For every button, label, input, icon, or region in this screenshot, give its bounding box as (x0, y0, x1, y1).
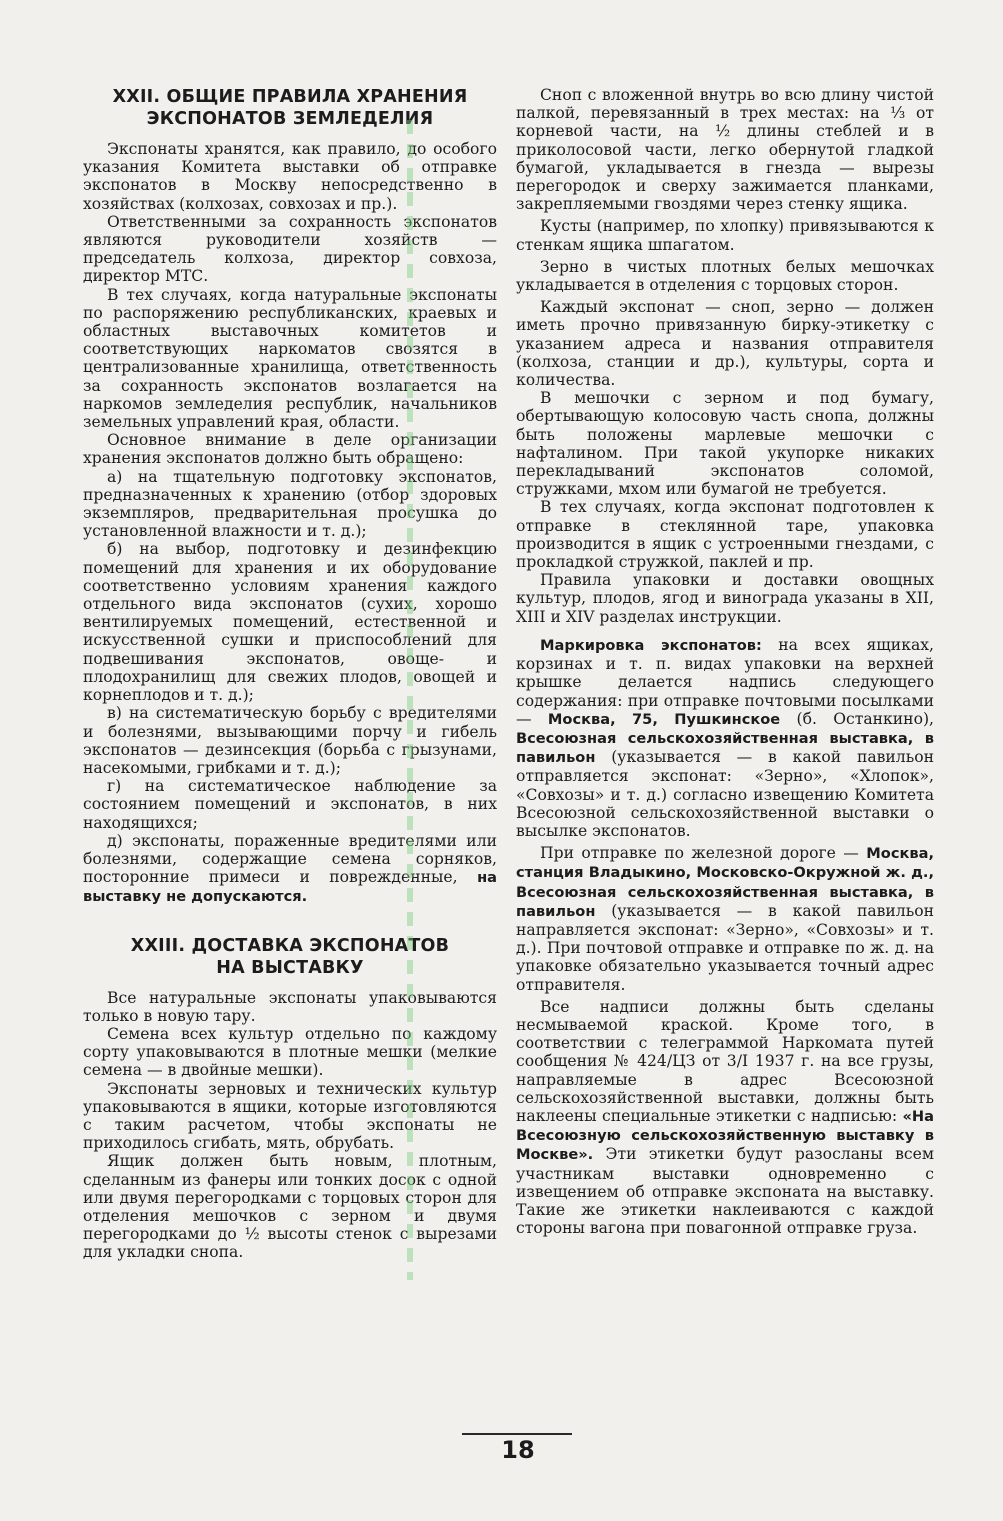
paragraph: В мешочки с зерном и под бумагу, обертывающую колосовую часть снопа, должны быть положены марлевые мешочки с нафталином. При такой укупорке никаких перекладываний экспонатов соломой, стружками, мхом или бумагой не требуется. (516, 389, 934, 499)
list-item: а) на тщательную подготовку экспонатов, предназначенных к хранению (отбор здоровых экземпляров, предварительная просушка до установленной влажности и т. д.); (83, 467, 497, 541)
paragraph: Экспонаты хранятся, как правило, до особого указания Комитета выставки об отправке экспонатов в Москву непосредственно в хозяйствах (колхозах, совхозах и пр.). (83, 140, 497, 213)
footer-rule (462, 1433, 572, 1435)
paragraph: В тех случаях, когда экспонат подготовлен к отправке в стеклянной таре, упаковка производится в ящик с устроенными гнездами, с прокладкой стружкой, паклей и пр. (516, 498, 934, 572)
paragraph: В тех случаях, когда натуральные экспонаты по распоряжению республиканских, краевых и областных выставочных комитетов и соответствующих наркоматов свозятся в централизованные хранилища, ответственность за сохранность экспонатов возлагается на наркомов земледелия республик, начальников земельных управлений края, области. (83, 285, 497, 432)
paragraph: Правила упаковки и доставки овощных культур, плодов, ягод и винограда указаны в XII, XIII и XIV разделах инструкции. (516, 571, 934, 626)
paragraph: Ответственными за сохранность экспонатов являются руководители хозяйств — председатель колхоза, директор совхоза, директор МТС. (83, 212, 497, 286)
section-heading-delivery: XXIII. ДОСТАВКА ЭКСПОНАТОВ НА ВЫСТАВКУ (130, 935, 450, 978)
paragraph: Сноп с вложенной внутрь во всю длину чистой палкой, перевязанный в трех местах: на ⅓ от корневой части, на ½ длины стеблей и в приколосовой части, легко обернутой гладкой бумагой, укладывается в гнезда — вырезы перегородок и сверху зажимается планками, закрепляемыми гвоздями через стенку ящика. (516, 86, 934, 214)
paragraph: Кусты (например, по хлопку) привязываются к стенкам ящика шпагатом. (516, 217, 934, 254)
paragraph: Основное внимание в деле организации хранения экспонатов должно быть обращено: (83, 431, 497, 468)
marking-paragraph: Маркировка экспонатов: на всех ящиках, корзинах и т. п. видах упаковки на верхней крышке делается надпись следующего содержания: при отправке почтовыми посылками — Москва, 75, Пушкинское (б. Останкино), Всесоюзная сельскохозяйственная выставка, в павильон (указывается — в какой павильон отправляется экспонат: «Зерно», «Хлопок», «Совхозы» и т. д.) согласно извещению Комитета Всесоюзной сельскохозяйственной выставки о высылке экспонатов. (516, 635, 935, 840)
paragraph: Семена всех культур отдельно по каждому сорту упаковываются в плотные мешки (мелкие семена — в двойные мешки). (83, 1024, 497, 1080)
paragraph: Экспонаты зерновых и технических культур упаковываются в ящики, которые изготовляются с таким расчетом, чтобы экспонаты не приходилось сгибать, мять, обрубать. (83, 1079, 497, 1153)
list-item: в) на систематическую борьбу с вредителями и болезнями, вызывающими порчу и гибель экспонатов — дезинсекция (борьба с грызунами, насекомыми, грибками и т. д.); (83, 704, 497, 777)
left-column (83, 86, 497, 1262)
paragraph: Ящик должен быть новым, плотным, сделанным из фанеры или тонких досок с одной или двумя перегородками с торцовых сторон для отделения мешочков с зерном и двумя перегородками до ½ высоты стенок с вырезами для укладки снопа. (83, 1152, 497, 1262)
section-heading-storage: XXII. ОБЩИЕ ПРАВИЛА ХРАНЕНИЯ ЭКСПОНАТОВ ЗЕМЛЕДЕЛИЯ (112, 87, 468, 129)
list-item: г) на систематическое наблюдение за состоянием помещений и экспонатов, в них находящихся; (83, 777, 497, 832)
paragraph: Каждый экспонат — сноп, зерно — должен иметь прочно привязанную бирку-этикетку с указанием адреса и названия отправителя (колхоза, станции и др.), культуры, сорта и количества. (516, 298, 934, 390)
list-item: б) на выбор, подготовку и дезинфекцию помещений для хранения и их оборудование соответственно условиям хранения каждого отдельного вида экспонатов (сухих, хорошо вентилируемых помещений, естественной и искусственной сушки и приспособлений для подвешивания экспонатов, овоще- и плодохранилищ для свежих плодов, овощей и корнеплодов и т. д.); (83, 540, 497, 705)
right-column (516, 86, 934, 1237)
rail-address-paragraph: При отправке по железной дороге — Москва, станция Владыкино, Московско-Окружной ж. д., Всесоюзная сельскохозяйственная выставка, в павильон (указывается — в какой павильон направляется экспонат: «Зерно», «Совхозы» и т. д.). При почтовой отправке и отправке по ж. д. на упаковке обязательно указывается точный адрес отправителя. (516, 844, 934, 994)
paragraph: Все натуральные экспонаты упаковываются только в новую тару. (83, 988, 497, 1025)
labels-paragraph: Все надписи должны быть сделаны несмываемой краской. Кроме того, в соответствии с телеграммой Наркомата путей сообщения № 424/ЦЗ от 3/I 1937 г. на все грузы, направляемые в адрес Всесоюзной сельскохозяйственной выставки, должны быть наклеены специальные этикетки с надписью: «На Всесоюзную сельскохозяйственную выставку в Москве». Эти этикетки будут разосланы всем участникам выставки одновременно с извещением об отправке экспоната на выставку. Такие же этикетки наклеиваются с каждой стороны вагона при повагонной отправке груза. (516, 997, 934, 1238)
list-item: д) экспонаты, пораженные вредителями или болезнями, содержащие семена сорняков, посторонние примеси и поврежденные, на выставку не допускаются. (83, 831, 497, 906)
page-number: 18 (501, 1436, 535, 1464)
paragraph: Зерно в чистых плотных белых мешочках укладывается в отделения с торцовых сторон. (516, 257, 934, 295)
